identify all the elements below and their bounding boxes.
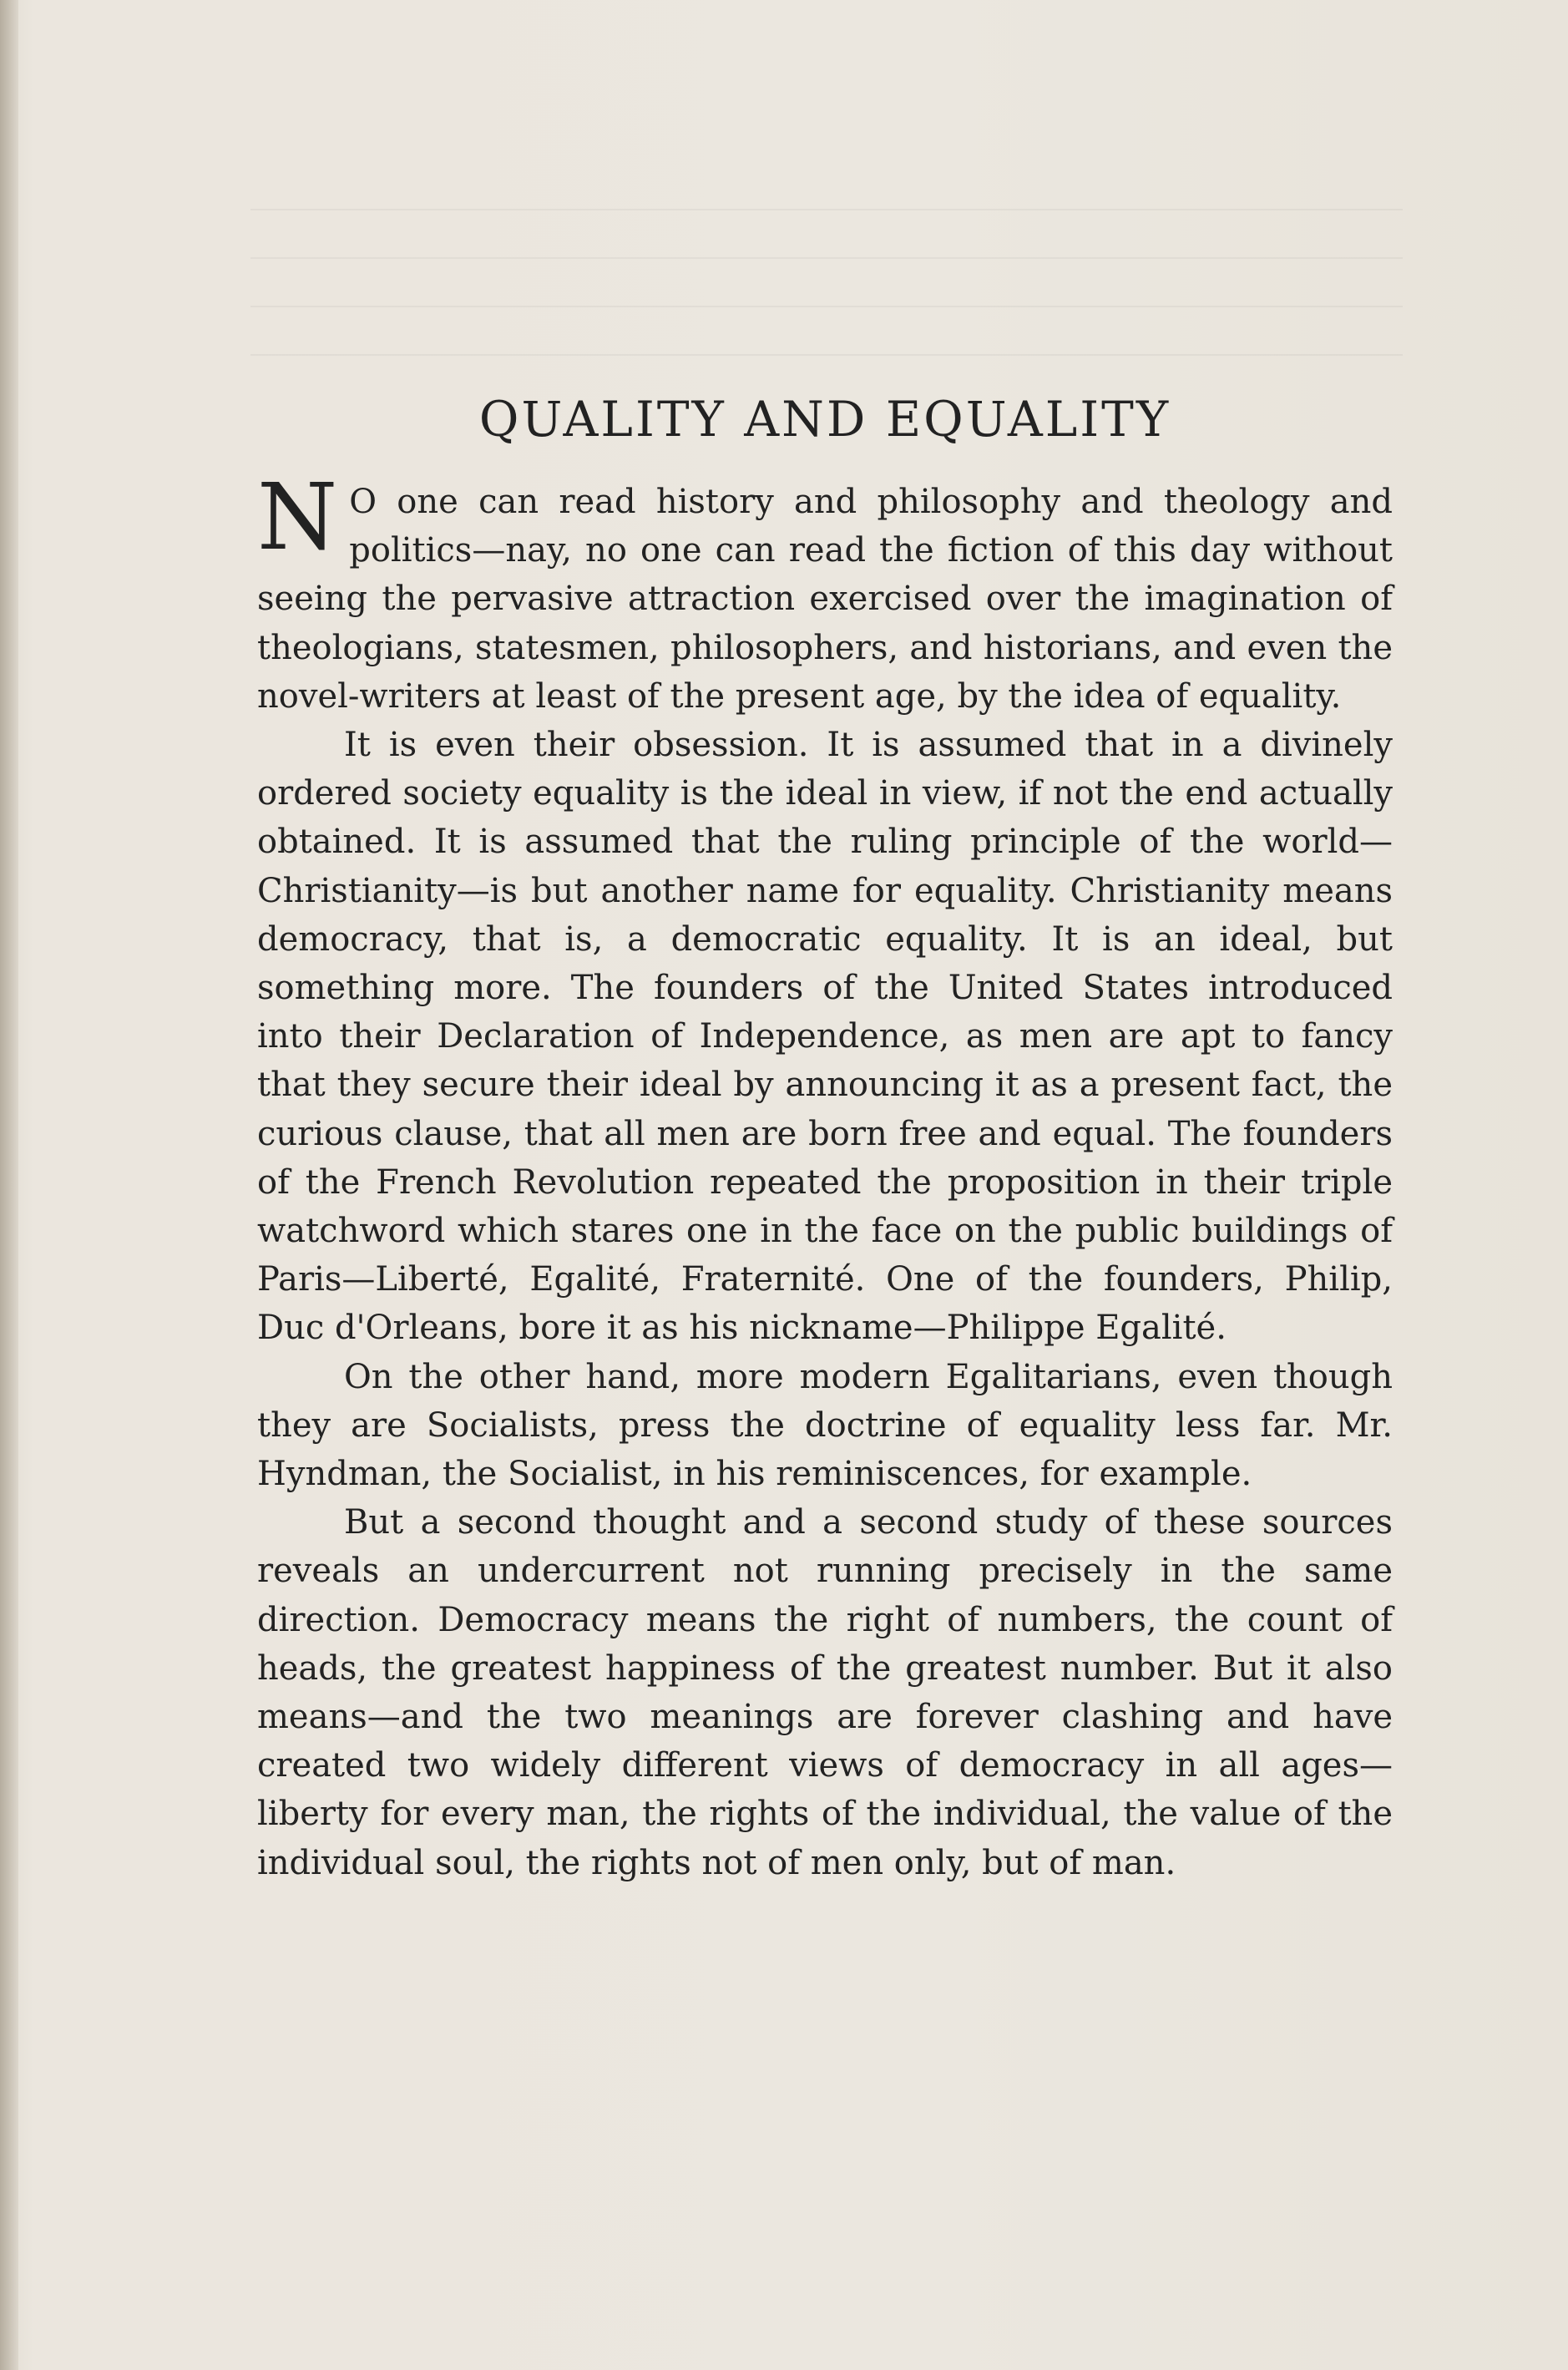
paragraph-4: But a second thought and a second study of these sources reveals an undercurrent not running precisely in the same direction. Democracy means the right of numbers, the count of heads, the greatest happiness of the greatest number. But it also means—and the two meanings are forever clashing and have created two widely different views of democracy in all ages—liberty for every man, the rights of the individual, the value of the individual soul, the rights not of men only, but of man.: [257, 1503, 1393, 1882]
drop-cap: N: [257, 463, 338, 570]
page-content: [257, 391, 1393, 1887]
paragraph-1: [257, 463, 1393, 721]
paragraph-3: On the other hand, more modern Egalitarians, even though they are Socialists, press the doctrine of equality less far. Mr. Hyndman, the Socialist, in his reminiscences, for example.: [257, 1357, 1393, 1494]
paragraph-2: It is even their obsession. It is assumed that in a divinely ordered society equality is the ideal in view, if not the end actually obtained. It is assumed that the ruling principle of the world—Christianity—is but another name for equality. Christianity means democracy, that is, a democratic equality. It is an ideal, but something more. The founders of the United States introduced into their Declaration of Independence, as men are apt to fancy that they secure their ideal by announcing it as a present fact, the curious clause, that all men are born free and equal. The founders of the French Revolution repeated the proposition in their triple watchword which stares one in the face on the public buildings of Paris—Liberté, Egalité, Fraternité. One of the founders, Philip, Duc d'Orleans, bore it as his nickname—Philippe Egalité.: [257, 726, 1393, 1348]
book-spine-shadow: [0, 0, 18, 2370]
chapter-title: QUALITY AND EQUALITY: [478, 391, 1171, 448]
bleed-through-text: [250, 209, 1403, 376]
paragraph-1-text: O one can read history and philosophy and theology and politics—nay, no one can read the fiction of this day without seeing the pervasive attraction exercised over the imagination of theologians, statesmen, philosophers, and historians, and even the novel-writers at least of the present age, by the idea of equality.: [257, 483, 1393, 716]
